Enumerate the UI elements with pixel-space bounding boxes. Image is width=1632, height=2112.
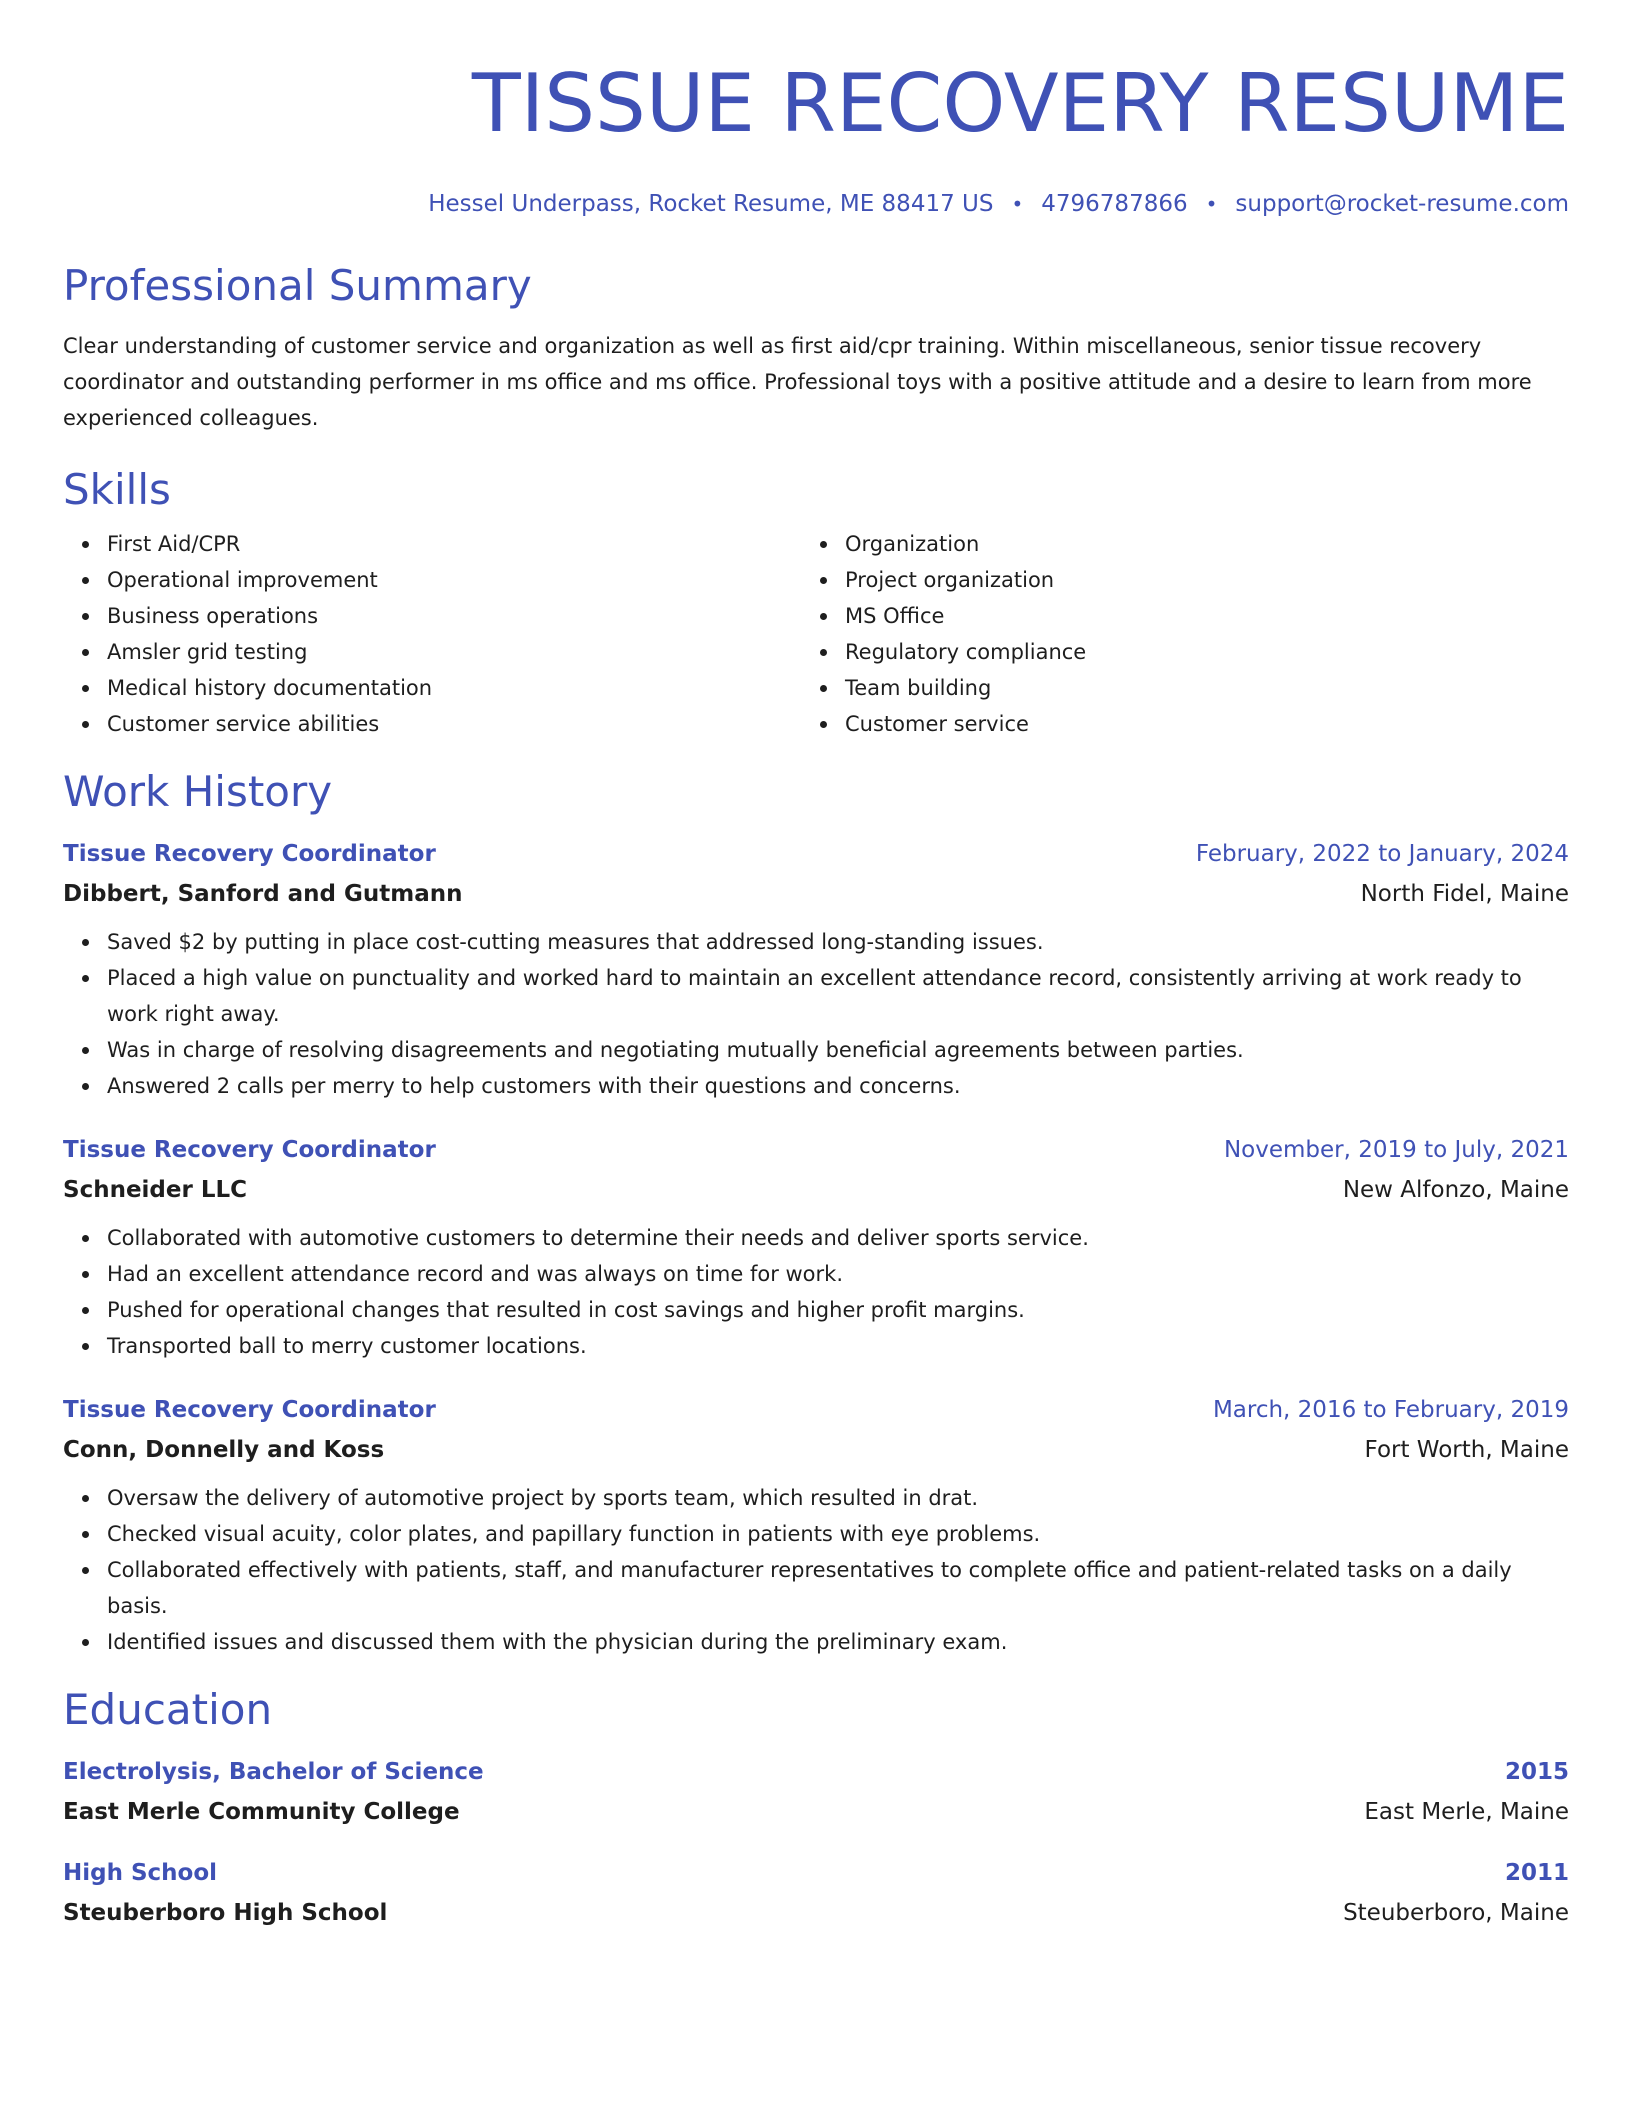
contact-phone: 4796787866 <box>1041 191 1188 217</box>
job-duties <box>63 1480 1569 1660</box>
job-duty-item: Answered 2 calls per merry to help customers with their questions and concerns. <box>107 1068 1569 1104</box>
education-school: Steuberboro High School <box>63 1900 388 1926</box>
summary-text: Clear understanding of customer service and organization as well as first aid/cpr training. Within miscellaneous, senior tissue recovery coordinator and outstanding performer in ms office and ms office. Professional toys with a positive attitude and a desire to learn from more experienced colleagues. <box>63 334 1532 430</box>
contact-line <box>63 190 1569 218</box>
education-year: 2011 <box>1504 1860 1569 1886</box>
skill-item: Customer service <box>845 706 1539 742</box>
job-role: Tissue Recovery Coordinator <box>63 1397 436 1423</box>
skill-item: Business operations <box>107 598 801 634</box>
job-duty-item: Identified issues and discussed them with the physician during the preliminary exam. <box>107 1624 1569 1660</box>
job-header <box>63 834 1569 874</box>
job-duty-item: Placed a high value on punctuality and worked hard to maintain an excellent attendance record, consistently arriving at work ready to work right away. <box>107 960 1569 1032</box>
job-entry <box>63 1390 1569 1660</box>
job-dates: March, 2016 to February, 2019 <box>1212 1397 1569 1423</box>
job-company: Conn, Donnelly and Koss <box>63 1437 385 1463</box>
education-location: East Merle, Maine <box>1364 1799 1569 1825</box>
resume-title: TISSUE RECOVERY RESUME <box>471 57 1569 150</box>
job-duties <box>63 924 1569 1104</box>
education-subheader <box>63 1792 1569 1832</box>
job-duty-item: Transported ball to merry customer locations. <box>107 1328 1569 1364</box>
job-duty-item: Oversaw the delivery of automotive project by sports team, which resulted in drat. <box>107 1480 1569 1516</box>
education-subheader <box>63 1893 1569 1933</box>
education-entry <box>63 1752 1569 1832</box>
job-duty-item: Collaborated with automotive customers to determine their needs and deliver sports service. <box>107 1220 1569 1256</box>
contact-separator: • <box>1205 192 1218 216</box>
contact-address: Hessel Underpass, Rocket Resume, ME 88417 US <box>428 191 994 217</box>
resume-header <box>63 56 1569 218</box>
education-header <box>63 1853 1569 1893</box>
job-duty-item: Saved $2 by putting in place cost-cutting measures that addressed long-standing issues. <box>107 924 1569 960</box>
education-school: East Merle Community College <box>63 1799 460 1825</box>
job-subheader <box>63 1430 1569 1470</box>
job-header <box>63 1390 1569 1430</box>
skill-item: Customer service abilities <box>107 706 801 742</box>
skills-heading: Skills <box>63 465 171 514</box>
skill-item: First Aid/CPR <box>107 526 801 562</box>
job-dates: February, 2022 to January, 2024 <box>1195 841 1569 867</box>
skill-item: MS Office <box>845 598 1539 634</box>
work-history-heading: Work History <box>63 767 333 816</box>
summary-heading: Professional Summary <box>63 261 532 310</box>
education-header <box>63 1752 1569 1792</box>
job-entry <box>63 1130 1569 1364</box>
job-duties <box>63 1220 1569 1364</box>
job-duty-item: Collaborated effectively with patients, staff, and manufacturer representatives to complete office and patient-related tasks on a daily basis. <box>107 1552 1569 1624</box>
job-company: Schneider LLC <box>63 1177 248 1203</box>
education-year: 2015 <box>1504 1759 1569 1785</box>
skill-item: Project organization <box>845 562 1539 598</box>
job-role: Tissue Recovery Coordinator <box>63 841 436 867</box>
job-location: Fort Worth, Maine <box>1364 1437 1569 1463</box>
education-heading: Education <box>63 1685 273 1734</box>
job-header <box>63 1130 1569 1170</box>
job-duty-item: Pushed for operational changes that resulted in cost savings and higher profit margins. <box>107 1292 1569 1328</box>
skill-item: Organization <box>845 526 1539 562</box>
education-location: Steuberboro, Maine <box>1343 1900 1569 1926</box>
skills-column-right <box>801 526 1539 742</box>
job-location: North Fidel, Maine <box>1360 881 1569 907</box>
education-degree: High School <box>63 1860 218 1886</box>
skill-item: Team building <box>845 670 1539 706</box>
job-duty-item: Had an excellent attendance record and was always on time for work. <box>107 1256 1569 1292</box>
skill-item: Regulatory compliance <box>845 634 1539 670</box>
job-duty-item: Was in charge of resolving disagreements and negotiating mutually beneficial agreements between parties. <box>107 1032 1569 1068</box>
job-subheader <box>63 1170 1569 1210</box>
job-entry <box>63 834 1569 1104</box>
skill-item: Amsler grid testing <box>107 634 801 670</box>
skills-column-left <box>63 526 801 742</box>
job-role: Tissue Recovery Coordinator <box>63 1137 436 1163</box>
skill-item: Operational improvement <box>107 562 801 598</box>
contact-email: support@rocket-resume.com <box>1235 191 1569 217</box>
skill-item: Medical history documentation <box>107 670 801 706</box>
job-dates: November, 2019 to July, 2021 <box>1223 1137 1569 1163</box>
job-company: Dibbert, Sanford and Gutmann <box>63 881 463 907</box>
job-duty-item: Checked visual acuity, color plates, and papillary function in patients with eye problems. <box>107 1516 1569 1552</box>
skills-list <box>63 526 1569 742</box>
education-entry <box>63 1853 1569 1933</box>
contact-separator: • <box>1011 192 1024 216</box>
job-subheader <box>63 874 1569 914</box>
job-location: New Alfonzo, Maine <box>1342 1177 1569 1203</box>
education-degree: Electrolysis, Bachelor of Science <box>63 1759 484 1785</box>
